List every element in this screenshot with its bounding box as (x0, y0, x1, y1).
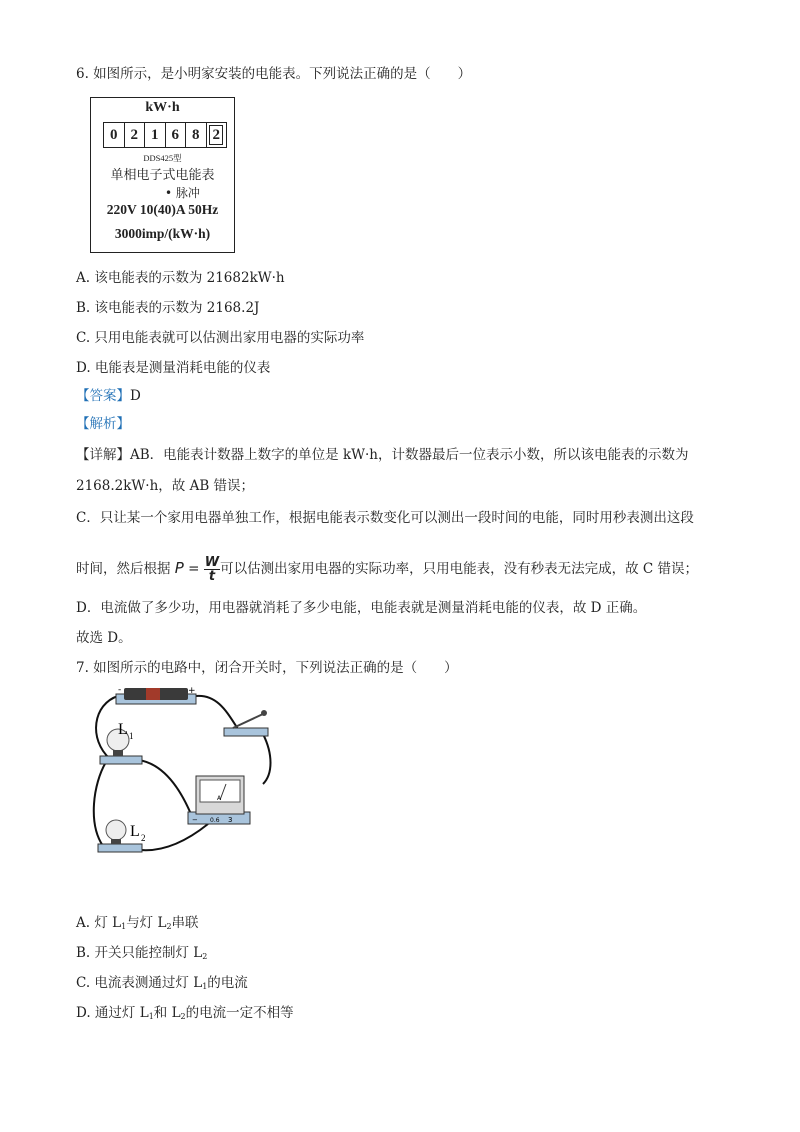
question-6-stem: 6. 如图所示，是小明家安装的电能表。下列说法正确的是（ ） (76, 66, 472, 82)
q7-option-a-pre: A. 灯 L (76, 915, 122, 931)
l2-label: L (130, 823, 140, 840)
meter-unit: kW·h (145, 100, 180, 115)
meter-digits (103, 122, 227, 148)
q7-option-d-pre: D. 通过灯 L (76, 1005, 149, 1021)
wire (123, 759, 193, 819)
q7-option-c-pre: C. 电流表测通过灯 L (76, 975, 203, 991)
detail-text-4b: 可以估测出家用电器的实际功率，只用电能表，没有秒表无法完成，故 C 错误； (220, 561, 699, 577)
q7-option-a (76, 913, 199, 937)
answer-label: 【答案】 (76, 388, 130, 404)
ammeter-terminal-minus: − (192, 816, 198, 824)
formula-p: P (174, 559, 184, 577)
q7-option-b-pre: B. 开关只能控制灯 L (76, 945, 203, 961)
formula-numerator: W (204, 555, 220, 570)
battery-minus-label: - (118, 685, 122, 695)
meter-digit-decimal-value: 2 (209, 125, 223, 145)
meter-digit: 0 (104, 123, 125, 147)
circuit-diagram (88, 684, 293, 864)
formula-denominator: t (208, 569, 216, 584)
detail-line-2: 2168.2kW·h，故 AB 错误； (76, 478, 255, 494)
q7-option-d-post: 的电流一定不相等 (185, 1005, 294, 1021)
switch-icon (224, 710, 268, 736)
battery-plus-label: + (188, 686, 196, 696)
formula-equals: = (188, 561, 200, 577)
q7-option-a-post: 串联 (171, 915, 199, 931)
l1-label: L (118, 721, 128, 738)
q7-option-b-sub1: 2 (202, 952, 208, 961)
q7-option-d (76, 1003, 294, 1027)
detail-text-1: AB．电能表计数器上数字的单位是 kW·h，计数器最后一位表示小数，所以该电能表的示数为 (130, 447, 689, 463)
l1-subscript: 1 (129, 731, 134, 741)
q6-option-b: B. 该电能表的示数为 2168.2J (76, 300, 260, 316)
answer-value: D (130, 388, 141, 404)
ammeter-terminal-3: 3 (228, 816, 233, 824)
l2-subscript: 2 (141, 833, 146, 843)
q7-option-a-mid: 与灯 L (126, 915, 167, 931)
q7-option-d-mid: 和 L (153, 1005, 181, 1021)
energy-meter-figure (90, 97, 235, 253)
detail-line-5: D．电流做了多少功，用电器就消耗了多少电能，电能表就是测量消耗电能的仪表，故 D 正确。 (76, 600, 647, 616)
q6-option-c: C. 只用电能表就可以估测出家用电器的实际功率 (76, 330, 365, 346)
detail-line-6: 故选 D。 (76, 630, 132, 646)
q7-option-c-sub1: 1 (202, 982, 208, 991)
meter-name: 单相电子式电能表 (110, 168, 215, 183)
detail-label: 【详解】 (76, 447, 130, 463)
wire (263, 734, 271, 784)
detail-line-4 (76, 552, 698, 585)
q7-option-a-sub2: 2 (166, 922, 172, 931)
wire (94, 762, 106, 846)
meter-model: DDS425型 (143, 153, 182, 163)
ammeter-terminal-0-6: 0.6 (210, 817, 220, 824)
formula-fraction (204, 556, 220, 583)
meter-digit: 2 (125, 123, 146, 147)
detail-line-1 (76, 445, 689, 465)
q6-option-d: D. 电能表是测量消耗电能的仪表 (76, 360, 271, 376)
meter-digit: 6 (166, 123, 187, 147)
ammeter-symbol: A (217, 795, 222, 802)
meter-pulse-indicator: • 脉冲 (165, 186, 200, 200)
q7-option-a-sub1: 1 (121, 922, 127, 931)
ammeter-icon (188, 776, 250, 824)
meter-digit: 8 (186, 123, 207, 147)
answer-line (76, 386, 141, 406)
q7-option-c-mid: 的电流 (207, 975, 248, 991)
q7-option-b (76, 943, 207, 967)
q7-option-d-sub2: 2 (180, 1012, 186, 1021)
battery-icon (116, 685, 196, 704)
analysis-label: 【解析】 (76, 416, 130, 432)
wire (196, 696, 238, 729)
detail-line-3: C．只让某一个家用电器单独工作，根据电能表示数变化可以测出一段时间的电能，同时用秒表测出这段 (76, 510, 694, 526)
q6-option-a: A. 该电能表的示数为 21682kW·h (76, 270, 285, 286)
q7-option-c (76, 973, 248, 997)
q7-option-d-sub1: 1 (148, 1012, 154, 1021)
question-7-stem: 7. 如图所示的电路中，闭合开关时，下列说法正确的是（ ） (76, 660, 458, 676)
detail-text-4a: 时间，然后根据 (76, 561, 171, 577)
meter-digit-decimal (207, 123, 227, 147)
meter-imp: 3000imp/(kW·h) (114, 226, 211, 241)
meter-spec: 220V 10(40)A 50Hz (106, 202, 219, 217)
meter-digit: 1 (145, 123, 166, 147)
